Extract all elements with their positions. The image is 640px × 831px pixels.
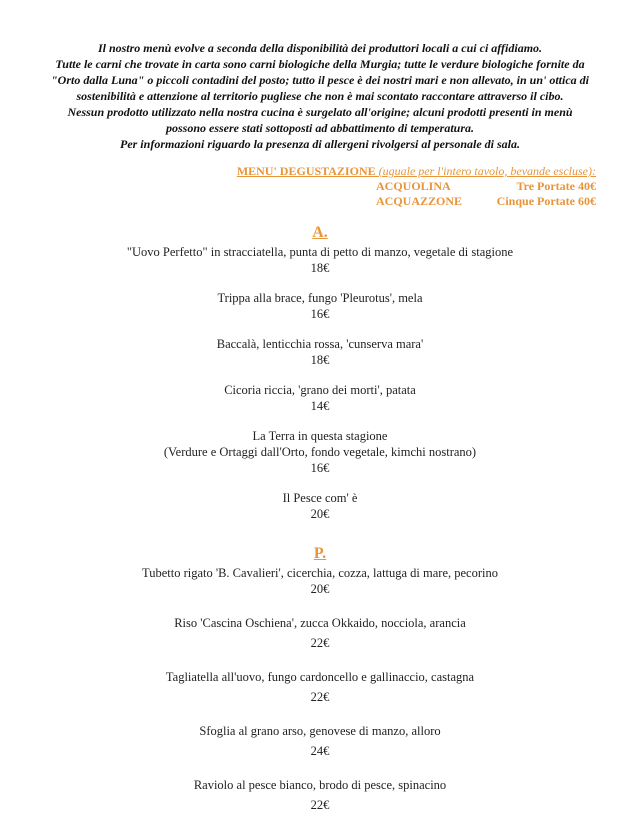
dish-item (0, 336, 640, 368)
dish-name: Raviolo al pesce bianco, brodo di pesce, spinacino (193, 778, 447, 792)
dish-item (0, 669, 640, 705)
tasting-option-name: ACQUOLINA (376, 179, 451, 193)
intro-line: Il nostro menù evolve a seconda della disponibilità dei produttori locali a cui ci affidiamo. (97, 41, 543, 55)
dish-item (0, 777, 640, 813)
section-primi (0, 545, 640, 831)
dish-name: Trippa alla brace, fungo 'Pleurotus', mela (217, 291, 423, 305)
intro-notice (0, 40, 640, 152)
tasting-option (237, 194, 596, 209)
dish-item (0, 244, 640, 276)
dish-price: 24€ (310, 744, 330, 758)
intro-line: "Orto dalla Luna" o piccoli contadini del posto; tutto il pesce è dei nostri mari e non allevato, in un' ottica di (50, 73, 589, 87)
dish-price: 16€ (310, 461, 330, 475)
dish-price: 14€ (310, 399, 330, 413)
tasting-option (237, 179, 596, 194)
intro-line: sostenibilità e attenzione al territorio pugliese che non è mai scontato raccontare attraverso il cibo. (76, 89, 564, 103)
tasting-menu-heading (237, 164, 596, 179)
tasting-option-name: ACQUAZZONE (376, 194, 463, 208)
dish-price: 22€ (310, 690, 330, 704)
dish-name: Riso 'Cascina Oschiena', zucca Okkaido, nocciola, arancia (174, 616, 466, 630)
dish-item (0, 290, 640, 322)
dish-subtitle: (Verdure e Ortaggi dall'Orto, fondo vegetale, kimchi nostrano) (163, 445, 477, 459)
tasting-option-price: Tre Portate 40€ (516, 179, 596, 193)
dish-name: Tagliatella all'uovo, fungo cardoncello e gallinaccio, castagna (165, 670, 475, 684)
dish-name: Baccalà, lenticchia rossa, 'cunserva mara' (216, 337, 424, 351)
dish-name: Cicoria riccia, 'grano dei morti', patata (224, 383, 416, 397)
dish-price: 16€ (310, 307, 330, 321)
dish-item (0, 382, 640, 414)
intro-line: Nessun prodotto utilizzato nella nostra cucina è surgelato all'origine; alcuni prodotti presenti in menù (67, 105, 573, 119)
dish-name: Il Pesce com' è (282, 491, 358, 505)
dish-item (0, 565, 640, 597)
section-title: P. (313, 545, 327, 562)
dish-price: 20€ (310, 507, 330, 521)
dish-item (0, 428, 640, 476)
dish-price: 22€ (310, 798, 330, 812)
dish-name: Tubetto rigato 'B. Cavalieri', cicerchia, cozza, lattuga di mare, pecorino (142, 566, 498, 580)
dish-price: 20€ (310, 582, 330, 596)
section-title: A. (312, 224, 328, 241)
dish-price: 18€ (310, 261, 330, 275)
intro-line: possono essere stati sottoposti ad abbattimento di temperatura. (165, 121, 475, 135)
dish-name: "Uovo Perfetto" in stracciatella, punta di petto di manzo, vegetale di stagione (126, 245, 514, 259)
dish-item (0, 615, 640, 651)
tasting-menu-block (237, 164, 596, 209)
dish-name: La Terra in questa stagione (252, 429, 388, 443)
tasting-menu-note: (uguale per l'intero tavolo, bevande escluse): (378, 164, 596, 178)
dish-price: 18€ (310, 353, 330, 367)
tasting-option-price: Cinque Portate 60€ (496, 194, 596, 208)
dish-name: Sfoglia al grano arso, genovese di manzo, alloro (199, 724, 441, 738)
tasting-menu-title: MENU' DEGUSTAZIONE (236, 164, 376, 178)
dish-item (0, 723, 640, 759)
dish-price: 22€ (310, 636, 330, 650)
section-antipasti (0, 224, 640, 536)
intro-line: Tutte le carni che trovate in carta sono carni biologiche della Murgia; tutte le verdure biologiche fornite da (55, 57, 585, 71)
dish-item (0, 490, 640, 522)
intro-line: Per informazioni riguardo la presenza di allergeni rivolgersi al personale di sala. (119, 137, 521, 151)
